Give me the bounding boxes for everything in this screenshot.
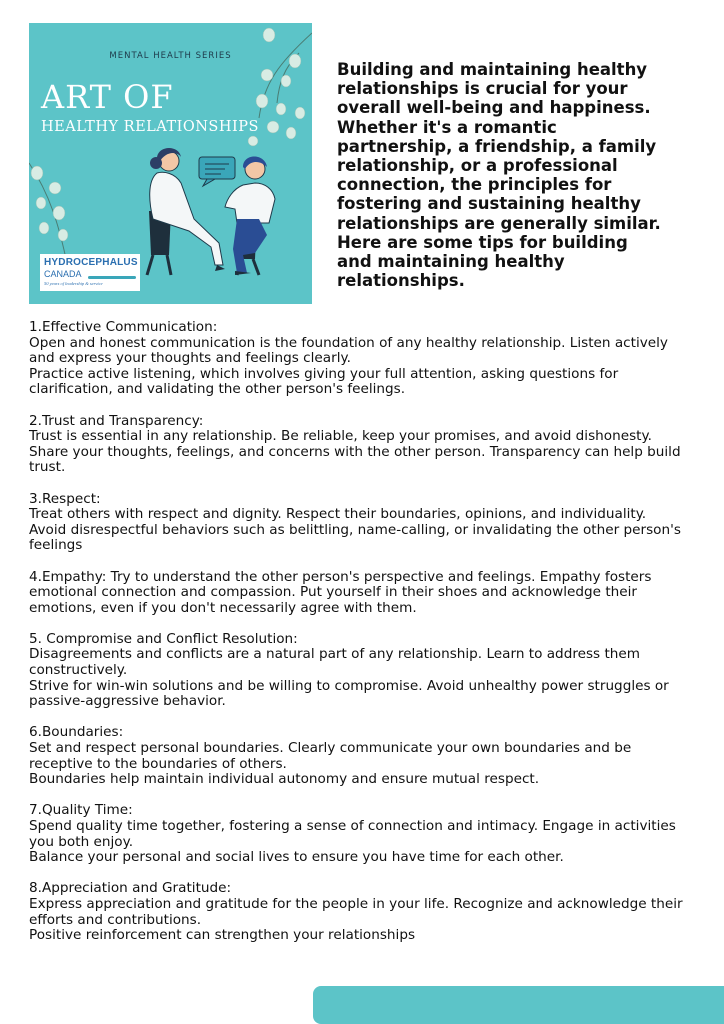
tip-paragraph: Spend quality time together, fostering a sense of connection and intimacy. Engage in activities you both enjoy. xyxy=(29,818,676,850)
footer-bar xyxy=(313,986,724,1024)
intro-paragraph: Building and maintaining healthy relationships is crucial for your overall well-being and happiness. Whether it's a romantic partnership, a friendship, a family relationship, or a professional connection, the principles for fostering and sustaining healthy relationships are generally similar. Here are some tips for building and maintaining healthy relationships. xyxy=(337,60,661,291)
hero-title-line2: HEALTHY RELATIONSHIPS xyxy=(41,119,259,135)
speech-bubble-icon xyxy=(199,157,235,186)
tip-heading: 6.Boundaries: xyxy=(29,724,124,741)
tip-paragraph: Avoid disrespectful behaviors such as belittling, name-calling, or invalidating the other person's feelings xyxy=(29,521,681,554)
logo-country: CANADA xyxy=(44,269,82,279)
tip-section xyxy=(29,570,689,617)
logo-tagline: 50 years of leadership & service xyxy=(44,281,103,286)
hero-banner xyxy=(29,23,312,304)
tip-heading: 4.Empathy: Try to understand the other person's perspective and feelings. Empathy fosters emotional connection and compassion. Put yourself in their shoes and acknowledge their emotions, even if you don't necessarily agree with them. xyxy=(29,568,652,616)
tip-section xyxy=(29,881,689,943)
eucalyptus-leaves-left xyxy=(31,166,68,241)
organization-logo xyxy=(40,254,140,291)
series-label: MENTAL HEALTH SERIES xyxy=(109,51,232,61)
tip-heading: 3.Respect: xyxy=(29,490,101,507)
tip-paragraph: Trust is essential in any relationship. Be reliable, keep your promises, and avoid dishonesty. xyxy=(29,428,652,445)
tip-section xyxy=(29,414,689,476)
tip-section xyxy=(29,803,689,865)
tip-paragraph: Share your thoughts, feelings, and concerns with the other person. Transparency can help build trust. xyxy=(29,443,681,476)
tip-section xyxy=(29,632,689,710)
tip-paragraph: Balance your personal and social lives to ensure you have time for each other. xyxy=(29,849,564,866)
tip-section xyxy=(29,725,689,787)
tip-paragraph: Strive for win-win solutions and be willing to compromise. Avoid unhealthy power struggles or passive-aggressive behavior. xyxy=(29,677,669,710)
logo-name: HYDROCEPHALUS xyxy=(44,257,138,268)
tip-paragraph: Positive reinforcement can strengthen your relationships xyxy=(29,927,416,944)
tip-section xyxy=(29,492,689,554)
tips-list xyxy=(29,320,689,959)
tip-paragraph: Disagreements and conflicts are a natural part of any relationship. Learn to address them constructively. xyxy=(29,646,641,679)
tip-heading: 5. Compromise and Conflict Resolution: xyxy=(29,630,298,647)
logo-swoosh-icon xyxy=(88,276,136,279)
tip-heading: 7.Quality Time: xyxy=(29,802,133,819)
tip-paragraph: Set and respect personal boundaries. Clearly communicate your own boundaries and be receptive to the boundaries of others. xyxy=(29,740,632,772)
tip-paragraph: Open and honest communication is the foundation of any healthy relationship. Listen actively and express your thoughts and feelings clearly. xyxy=(29,334,668,367)
tip-paragraph: Treat others with respect and dignity. Respect their boundaries, opinions, and individuality. xyxy=(29,506,647,523)
hero-title-line1: ART OF xyxy=(41,78,174,116)
tip-heading: 2.Trust and Transparency: xyxy=(29,412,204,429)
tip-heading: 1.Effective Communication: xyxy=(29,319,218,335)
tip-heading: 8.Appreciation and Gratitude: xyxy=(29,880,232,897)
tip-paragraph: Express appreciation and gratitude for the people in your life. Recognize and acknowledge their efforts and contributions. xyxy=(29,895,683,928)
tip-section xyxy=(29,320,689,398)
tip-paragraph: Practice active listening, which involves giving your full attention, asking questions for clarification, and validating the other person's feelings. xyxy=(29,365,619,398)
tip-paragraph: Boundaries help maintain individual autonomy and ensure mutual respect. xyxy=(29,771,540,788)
